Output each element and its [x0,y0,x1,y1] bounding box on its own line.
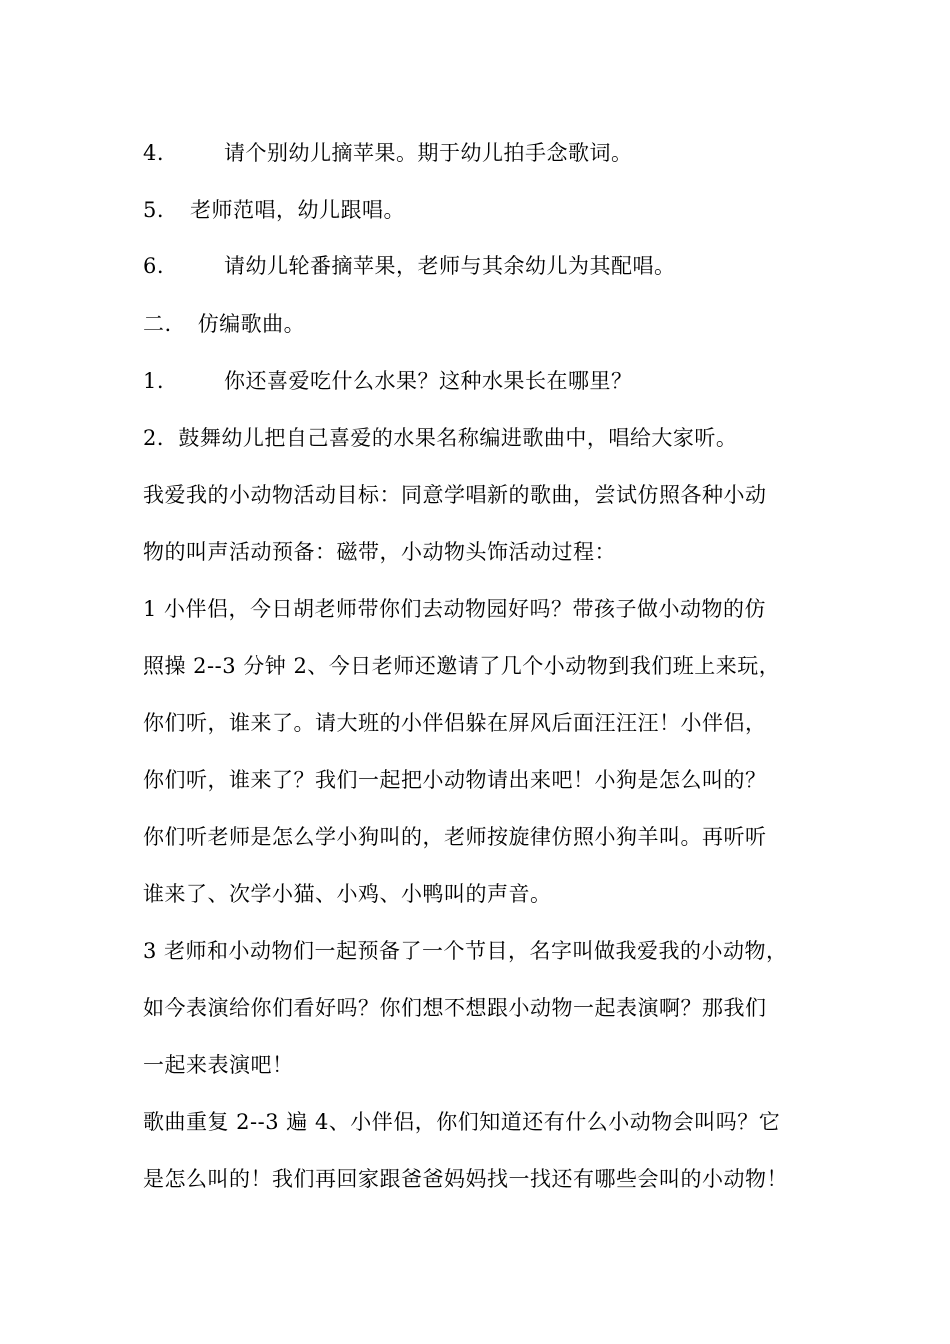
paragraph-line: 我爱我的小动物活动目标：同意学唱新的歌曲，尝试仿照各种小动 [143,483,767,507]
list-item-4 [143,136,633,170]
paragraph-line: 你们听，谁来了？我们一起把小动物请出来吧！小狗是怎么叫的？ [143,768,767,792]
section-title: 仿编歌曲。 [197,312,306,336]
list-item-1 [143,364,633,398]
paragraph-line: 是怎么叫的！我们再回家跟爸爸妈妈找一找还有哪些会叫的小动物！ [143,1167,788,1191]
section-number: 二. [143,312,172,336]
paragraph-line: 一起来表演吧！ [143,1053,294,1077]
paragraph-line: 1 小伴侣，今日胡老师带你们去动物园好吗？带孩子做小动物的仿 [143,597,767,621]
list-item-2: 2．鼓舞幼儿把自己喜爱的水果名称编进歌曲中，唱给大家听。 [143,426,738,450]
list-number: 6. [143,254,165,278]
list-text: 请幼儿轮番摘苹果，老师与其余幼儿为其配唱。 [224,254,676,278]
paragraph-line: 照操 2--3 分钟 2、今日老师还邀请了几个小动物到我们班上来玩， [143,654,781,678]
list-number: 1. [143,369,165,393]
section-heading-two [143,307,305,341]
paragraph-line: 谁来了、次学小猫、小鸡、小鸭叫的声音。 [143,882,552,906]
paragraph-line: 歌曲重复 2--3 遍 4、小伴侣，你们知道还有什么小动物会叫吗？它 [143,1110,781,1134]
paragraph-line: 你们听，谁来了。请大班的小伴侣躲在屏风后面汪汪汪！小伴侣， [143,711,767,735]
list-text: 请个别幼儿摘苹果。期于幼儿拍手念歌词。 [224,141,633,165]
paragraph-line: 如今表演给你们看好吗？你们想不想跟小动物一起表演啊？那我们 [143,996,767,1020]
list-text: 你还喜爱吃什么水果？这种水果长在哪里？ [224,369,633,393]
list-number: 5. [143,198,165,222]
paragraph-line: 你们听老师是怎么学小狗叫的，老师按旋律仿照小狗羊叫。再听听 [143,825,767,849]
list-text: 老师范唱，幼儿跟唱。 [190,198,406,222]
paragraph-line: 物的叫声活动预备：磁带，小动物头饰活动过程： [143,540,616,564]
paragraph-line: 3 老师和小动物们一起预备了一个节目，名字叫做我爱我的小动物， [143,939,788,963]
list-number: 4. [143,141,165,165]
list-item-5 [143,193,405,227]
list-item-6 [143,249,676,283]
